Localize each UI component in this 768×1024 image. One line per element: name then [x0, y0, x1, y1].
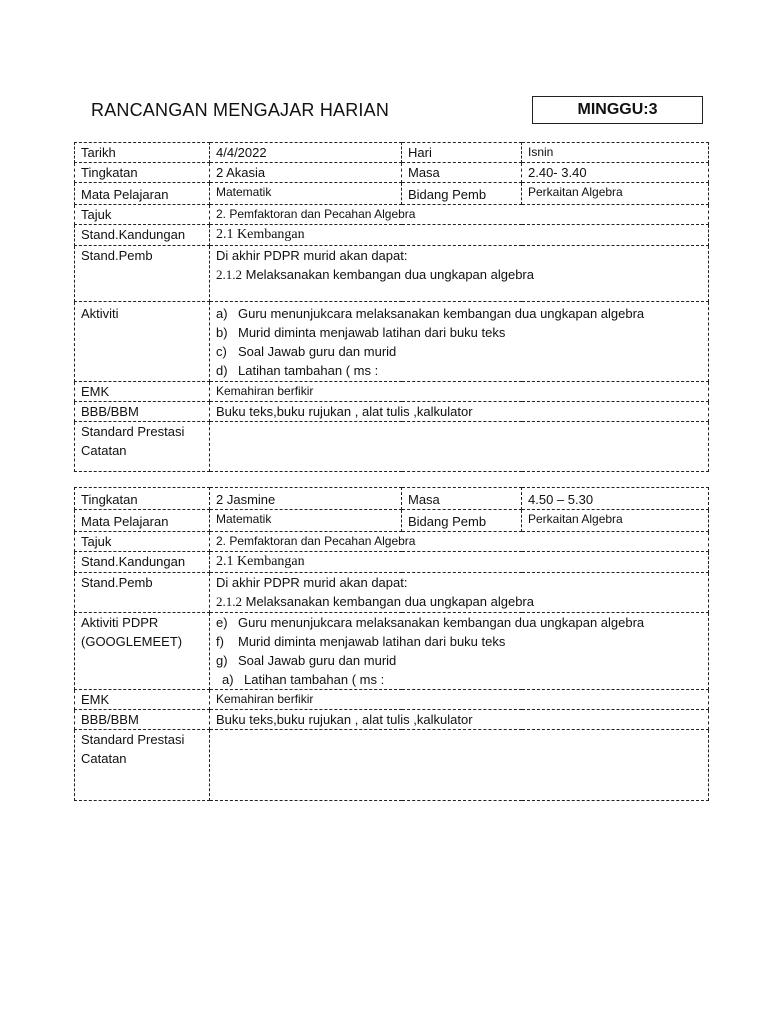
label-tingkatan: Tingkatan	[75, 163, 210, 183]
label-bbb-bbm: BBB/BBM	[75, 710, 210, 730]
value-stand-kandungan: 2.1 Kembangan	[210, 552, 709, 573]
label-tingkatan: Tingkatan	[75, 488, 210, 510]
stand-pemb-text: Melaksanakan kembangan dua ungkapan algebra	[242, 594, 534, 609]
label-masa: Masa	[402, 488, 522, 510]
aktiviti-item: e) Guru menunjukcara melaksanakan kembangan dua ungkapan algebra	[216, 615, 645, 630]
label-mata-pelajaran: Mata Pelajaran	[75, 510, 210, 532]
label-standard-prestasi: Standard Prestasi	[81, 732, 185, 747]
value-emk: Kemahiran berfikir	[210, 690, 709, 710]
label-aktiviti: Aktiviti	[75, 302, 210, 382]
document-title: RANCANGAN MENGAJAR HARIAN	[91, 100, 390, 120]
label-stand-pemb: Stand.Pemb	[75, 573, 210, 613]
aktiviti-list	[210, 613, 709, 690]
stand-pemb-number: 2.1.2	[216, 267, 242, 282]
value-tingkatan: 2 Jasmine	[210, 488, 402, 510]
value-stand-pemb	[210, 573, 709, 613]
value-bbb-bbm: Buku teks,buku rujukan , alat tulis ,kalkulator	[210, 402, 709, 422]
aktiviti-item: c) Soal Jawab guru dan murid	[216, 344, 397, 359]
label-hari: Hari	[402, 143, 522, 163]
value-standard-prestasi-catatan	[210, 422, 709, 472]
aktiviti-list	[210, 302, 709, 382]
lesson-plan-table-2	[74, 487, 709, 801]
stand-pemb-number: 2.1.2	[216, 594, 242, 609]
stand-pemb-item	[216, 265, 702, 284]
value-tajuk: 2. Pemfaktoran dan Pecahan Algebra	[210, 532, 709, 552]
lesson-plan-table-1	[74, 142, 709, 472]
label-stand-kandungan: Stand.Kandungan	[75, 552, 210, 573]
label-tajuk: Tajuk	[75, 205, 210, 225]
value-stand-kandungan: 2.1 Kembangan	[210, 225, 709, 246]
stand-pemb-text: Melaksanakan kembangan dua ungkapan algebra	[242, 267, 534, 282]
label-aktiviti-pdpr: Aktiviti PDPR	[81, 615, 159, 630]
value-bidang-pemb: Perkaitan Algebra	[522, 510, 709, 532]
label-standard-prestasi: Standard Prestasi	[81, 424, 185, 439]
label-bidang-pemb: Bidang Pemb	[402, 183, 522, 205]
label-catatan: Catatan	[81, 751, 127, 766]
aktiviti-item: a) Guru menunjukcara melaksanakan kembangan dua ungkapan algebra	[216, 306, 645, 321]
label-googlemeet: (GOOGLEMEET)	[81, 634, 183, 649]
aktiviti-item: g) Soal Jawab guru dan murid	[216, 653, 397, 668]
label-stand-pemb: Stand.Pemb	[75, 246, 210, 302]
label-standard-prestasi-catatan	[75, 422, 210, 472]
label-standard-prestasi-catatan	[75, 730, 210, 801]
label-masa: Masa	[402, 163, 522, 183]
label-catatan: Catatan	[81, 443, 127, 458]
value-masa: 2.40- 3.40	[522, 163, 709, 183]
label-bidang-pemb: Bidang Pemb	[402, 510, 522, 532]
value-tarikh: 4/4/2022	[210, 143, 402, 163]
aktiviti-item: d) Latihan tambahan ( ms :	[216, 363, 379, 378]
value-standard-prestasi-catatan	[210, 730, 709, 801]
label-emk: EMK	[75, 382, 210, 402]
week-box: MINGGU:3	[532, 96, 703, 124]
label-stand-kandungan: Stand.Kandungan	[75, 225, 210, 246]
label-aktiviti	[75, 613, 210, 690]
label-tarikh: Tarikh	[75, 143, 210, 163]
aktiviti-item: a) Latihan tambahan ( ms :	[222, 672, 385, 687]
aktiviti-item: b) Murid diminta menjawab latihan dari buku teks	[216, 325, 506, 340]
stand-pemb-intro: Di akhir PDPR murid akan dapat:	[216, 248, 408, 263]
value-bbb-bbm: Buku teks,buku rujukan , alat tulis ,kalkulator	[210, 710, 709, 730]
label-bbb-bbm: BBB/BBM	[75, 402, 210, 422]
value-masa: 4.50 – 5.30	[522, 488, 709, 510]
stand-pemb-intro: Di akhir PDPR murid akan dapat:	[216, 575, 408, 590]
value-tingkatan: 2 Akasia	[210, 163, 402, 183]
value-mata-pelajaran: Matematik	[210, 510, 402, 532]
value-bidang-pemb: Perkaitan Algebra	[522, 183, 709, 205]
label-tajuk: Tajuk	[75, 532, 210, 552]
value-stand-pemb	[210, 246, 709, 302]
value-tajuk: 2. Pemfaktoran dan Pecahan Algebra	[210, 205, 709, 225]
value-mata-pelajaran: Matematik	[210, 183, 402, 205]
aktiviti-item: f) Murid diminta menjawab latihan dari buku teks	[216, 634, 506, 649]
label-emk: EMK	[75, 690, 210, 710]
label-mata-pelajaran: Mata Pelajaran	[75, 183, 210, 205]
stand-pemb-item	[216, 592, 702, 611]
value-emk: Kemahiran berfikir	[210, 382, 709, 402]
value-hari: Isnin	[522, 143, 709, 163]
